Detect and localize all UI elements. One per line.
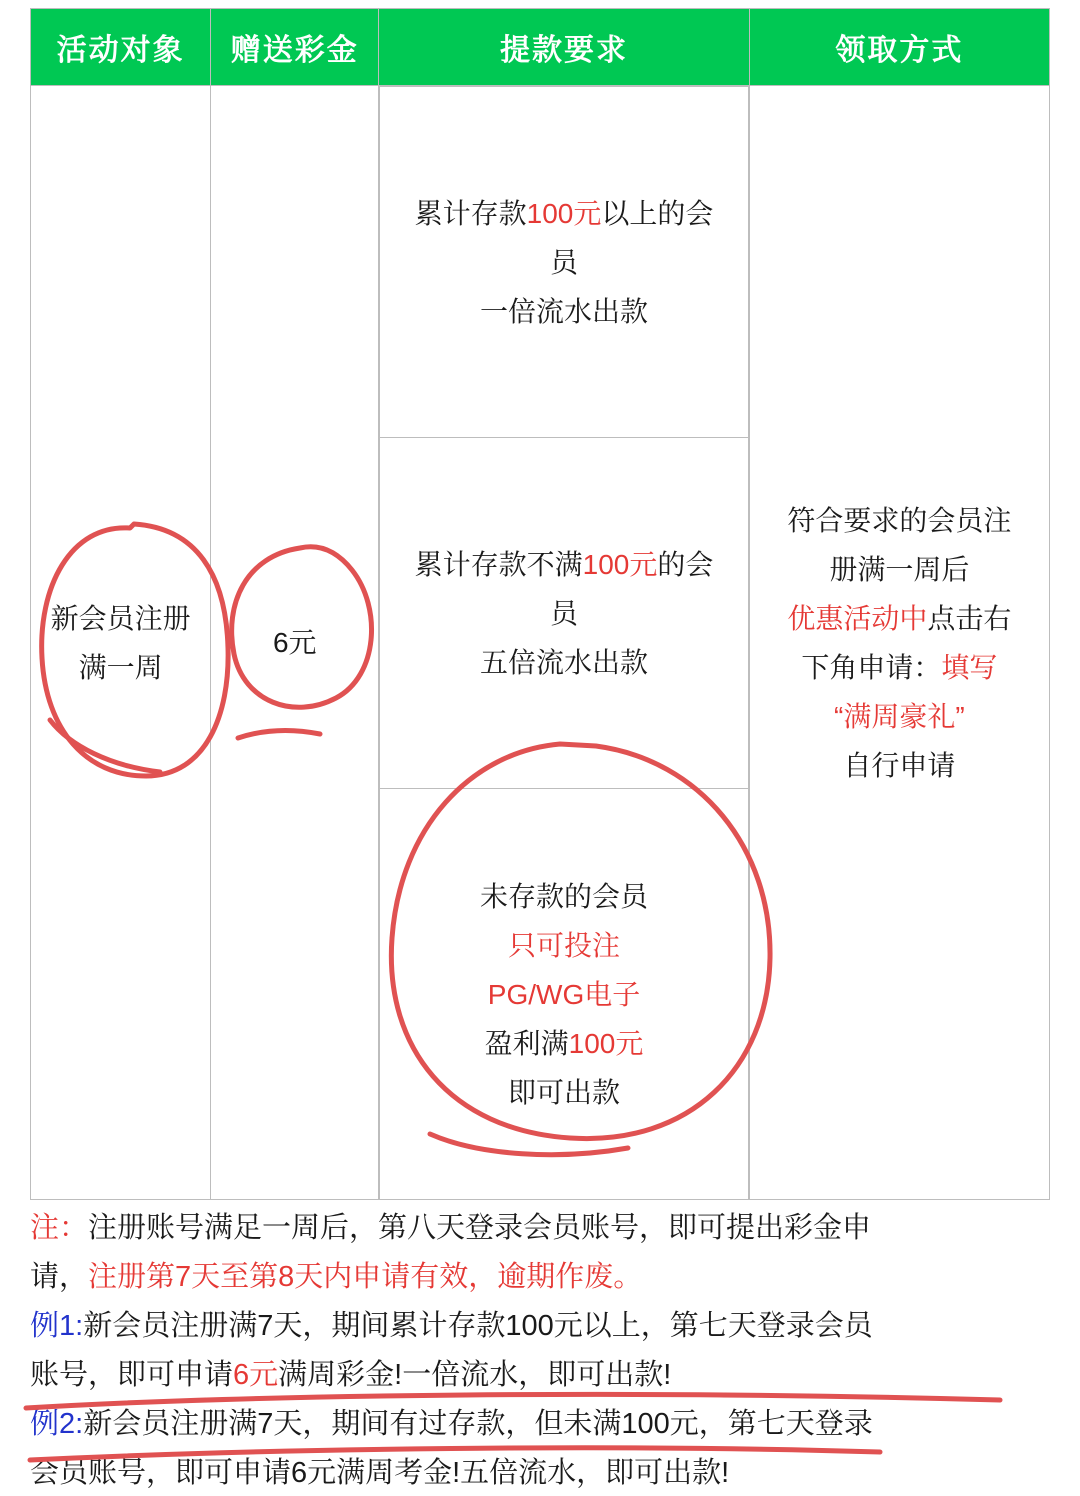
rule-2 [380,438,748,789]
rule-3-line-5: 即可出款 [508,1076,621,1108]
example-1-line-2-b: 满周彩金!一倍流水，即可出款! [278,1358,672,1391]
header-activity-target: 活动对象 [31,9,211,86]
rule-3-line-4: 盈利满100元 [484,1027,644,1059]
note-line-2-red: 注册第7天至第8天内申请有效，逾期作废。 [88,1260,643,1293]
cell-withdraw-requirement [379,86,749,1200]
example-1-paragraph [30,1304,1050,1349]
example-2-paragraph-2 [30,1451,1050,1496]
example-2-paragraph [30,1402,1050,1447]
withdraw-rule-row-3 [380,789,748,1200]
example-2-line-1: 新会员注册满7天，期间有过存款，但未满100元，第七天登录 [83,1407,873,1440]
table-header-row [31,9,1050,86]
rule-3-line-2: 只可投注 [508,929,621,961]
claim-line-6: 自行申请 [843,749,956,781]
target-line-2: 满一周 [78,651,163,683]
note-paragraph-2 [30,1255,1050,1300]
note-paragraph [30,1206,1050,1251]
rule-2-line-1: 累计存款不满100元的会 [414,548,714,580]
rule-3-line-1: 未存款的会员 [480,880,649,912]
claim-line-2: 册满一周后 [829,553,970,585]
rule-1-line-1: 累计存款100元以上的会 [414,197,714,229]
example-1-line-1: 新会员注册满7天，期间累计存款100元以上，第七天登录会员 [83,1309,873,1342]
claim-line-4: 下角申请：填写 [801,651,998,683]
rule-1-line-3: 一倍流水出款 [480,295,649,327]
claim-line-3: 优惠活动中点击右 [787,602,1012,634]
example-1-label: 例1: [30,1309,84,1342]
rule-3 [380,789,748,1200]
rule-1-line-2: 员 [550,246,579,278]
target-line-1: 新会员注册 [50,602,191,634]
rule-1 [380,87,748,438]
claim-line-5: “满周豪礼” [834,700,965,732]
example-1-amount: 6元 [233,1358,279,1391]
claim-line-1: 符合要求的会员注 [787,504,1012,536]
note-label: 注： [30,1212,89,1244]
example-1-line-2-a: 账号，即可申请 [30,1358,234,1391]
cell-activity-target [31,86,211,1200]
header-bonus-amount: 赠送彩金 [211,9,379,86]
promo-document [0,8,1080,1489]
promo-table [30,8,1050,1200]
example-1-paragraph-2 [30,1353,1050,1398]
table-row [31,86,1050,1200]
note-line-2-black: 请， [30,1260,89,1293]
note-line-1: 注册账号满足一周后，第八天登录会员账号，即可提出彩金申 [88,1212,872,1244]
cell-bonus-amount: 6元 [211,86,379,1200]
withdraw-rule-row-1 [380,87,748,438]
rule-3-line-3: PG/WG电子 [487,978,641,1010]
example-2-label: 例2: [30,1407,84,1440]
rule-2-line-3: 五倍流水出款 [480,646,649,678]
cell-claim-method [749,86,1049,1200]
header-claim-method: 领取方式 [749,9,1049,86]
notes-section [30,1206,1050,1496]
withdraw-rule-row-2 [380,438,748,789]
withdraw-rules-table [379,86,748,1199]
header-withdraw-requirement: 提款要求 [379,9,749,86]
rule-2-line-2: 员 [550,597,579,629]
example-2-line-2: 会员账号，即可申请6元满周考金!五倍流水，即可出款! [30,1456,730,1489]
